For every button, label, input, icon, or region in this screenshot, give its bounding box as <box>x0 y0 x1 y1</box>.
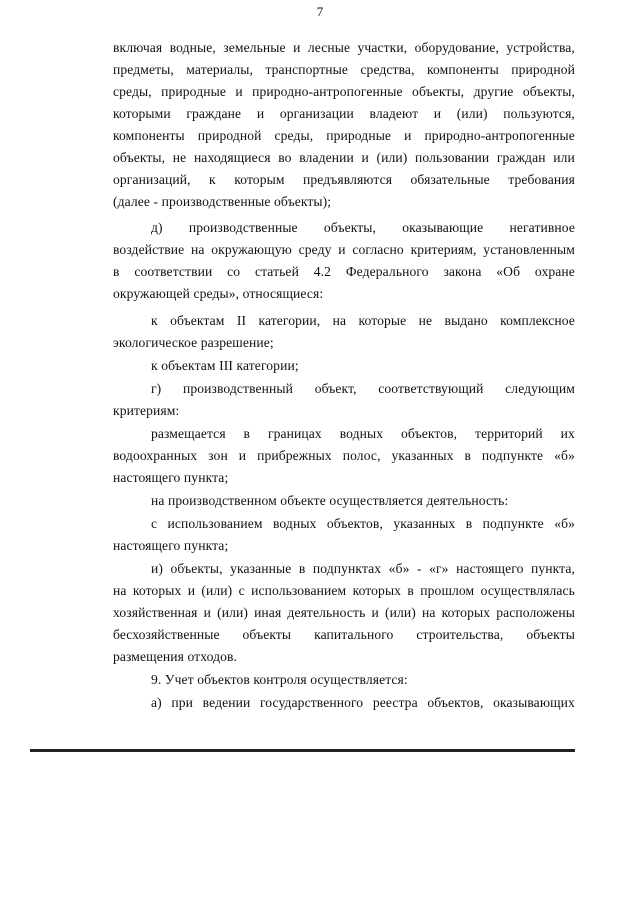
word: государственного <box>259 695 364 710</box>
word: - <box>416 561 422 576</box>
text-line <box>113 62 575 78</box>
word: в <box>464 448 471 463</box>
word: статьей <box>254 264 299 279</box>
word: природные <box>161 84 226 99</box>
word: с <box>238 583 245 598</box>
word: в <box>407 583 414 598</box>
text-line <box>113 264 575 280</box>
word: и <box>361 150 369 165</box>
text-line <box>113 128 575 144</box>
word: объекты <box>526 627 575 642</box>
word: устройства, <box>506 40 575 55</box>
word: установленным <box>483 242 575 257</box>
word: и <box>371 605 379 620</box>
word: предметы, <box>113 62 174 77</box>
word: объекты, <box>113 150 166 165</box>
word: полос, <box>342 448 381 463</box>
word: которых <box>352 583 402 598</box>
word: компоненты <box>427 62 499 77</box>
word: охране <box>534 264 575 279</box>
word: участки, <box>357 40 408 55</box>
word: воздействие <box>113 242 185 257</box>
word: объектам <box>170 313 225 328</box>
text-line: настоящего пункта; <box>113 470 229 485</box>
word: пункта, <box>530 561 575 576</box>
word: выдано <box>444 313 488 328</box>
word: г) <box>151 381 162 396</box>
text-line: настоящего пункта; <box>113 538 229 553</box>
word: в <box>243 426 251 441</box>
word: подпунктах <box>312 561 382 576</box>
word: их <box>560 426 575 441</box>
word: и <box>238 448 247 463</box>
word: указанных <box>393 516 456 531</box>
word: граждане <box>186 106 242 121</box>
text-line <box>151 516 575 532</box>
footer-rule <box>30 749 575 752</box>
word: транспортные <box>265 62 348 77</box>
word: объекты <box>242 627 292 642</box>
word: производственный <box>182 381 294 396</box>
word: природно-антропогенные <box>424 128 575 143</box>
word: со <box>227 264 241 279</box>
word: указанные <box>230 561 292 576</box>
word: и <box>203 605 211 620</box>
word: или <box>553 150 575 165</box>
word: оборудование, <box>414 40 499 55</box>
word: которыми <box>113 106 171 121</box>
word: настоящего <box>456 561 524 576</box>
text-line: на производственном объекте осуществляется деятельность: <box>151 493 509 508</box>
word: в <box>113 264 120 279</box>
word: объекты, <box>170 561 223 576</box>
word: и <box>433 106 442 121</box>
word: компоненты <box>113 128 185 143</box>
word: и <box>187 583 196 598</box>
word: природной <box>197 128 262 143</box>
text-line: размещения отходов. <box>113 649 238 664</box>
word: объекты, <box>323 220 377 235</box>
word: требования <box>508 172 575 187</box>
word: не <box>172 150 187 165</box>
word: иная <box>254 605 282 620</box>
text-line <box>113 40 575 56</box>
word: которых <box>441 605 491 620</box>
word: хозяйственная <box>113 605 198 620</box>
word: материалы, <box>186 62 254 77</box>
word: соответствии <box>134 264 213 279</box>
text-line <box>113 448 575 464</box>
word: зон <box>208 448 228 463</box>
word: в <box>465 516 473 531</box>
word: граждан <box>496 150 546 165</box>
word: природно-антропогенные <box>252 84 403 99</box>
word: не <box>418 313 433 328</box>
word: к <box>151 313 158 328</box>
word: (или) <box>384 605 416 620</box>
word: пользовании <box>415 150 490 165</box>
word: (или) <box>376 150 408 165</box>
word: другие <box>473 84 514 99</box>
word: бесхозяйственные <box>113 627 220 642</box>
word: и <box>338 242 346 257</box>
word: водные, <box>169 40 216 55</box>
word: критериям, <box>410 242 477 257</box>
word: размещается <box>151 426 226 441</box>
text-line <box>113 242 575 258</box>
word: Федерального <box>345 264 429 279</box>
word: д) <box>151 220 163 235</box>
word: владении <box>299 150 354 165</box>
text-line <box>151 561 575 577</box>
word: территорий <box>475 426 543 441</box>
word: использованием <box>167 516 263 531</box>
word: соответствующий <box>378 381 484 396</box>
text-line <box>151 220 575 236</box>
text-line <box>113 605 575 621</box>
word: и <box>404 128 412 143</box>
word: 4.2 <box>313 264 332 279</box>
word: комплексное <box>500 313 575 328</box>
text-line: окружающей среды», относящиеся: <box>113 286 324 301</box>
word: «Об <box>496 264 521 279</box>
word: осуществлялась <box>480 583 575 598</box>
word: производственные <box>188 220 298 235</box>
word: окружающую <box>211 242 292 257</box>
word: использованием <box>251 583 347 598</box>
text-line <box>113 84 575 100</box>
word: которых <box>132 583 182 598</box>
word: лесные <box>307 40 351 55</box>
word: расположены <box>496 605 575 620</box>
word: «б» <box>554 448 575 463</box>
word: (или) <box>201 583 233 598</box>
word: при <box>171 695 194 710</box>
word: обязательные <box>410 172 490 187</box>
word: следующим <box>505 381 575 396</box>
word: а) <box>151 695 162 710</box>
text-line <box>113 172 575 188</box>
text-line <box>151 695 575 711</box>
text-line <box>151 426 575 442</box>
text-line <box>113 583 575 599</box>
word: строительства, <box>416 627 504 642</box>
word: на <box>421 605 436 620</box>
word: подпункте <box>482 516 544 531</box>
word: закона <box>443 264 482 279</box>
page-number: 7 <box>316 4 324 19</box>
word: средства, <box>360 62 415 77</box>
word: оказывающие <box>402 220 484 235</box>
word: природные <box>326 128 392 143</box>
word: указанных <box>391 448 454 463</box>
text-line <box>113 627 575 643</box>
word: (или) <box>217 605 248 620</box>
word: негативное <box>509 220 575 235</box>
word: «г» <box>429 561 449 576</box>
word: и <box>235 84 243 99</box>
word: прибрежных <box>257 448 332 463</box>
word: на <box>113 583 127 598</box>
word: «б» <box>554 516 575 531</box>
word: природной <box>511 62 575 77</box>
word: пользуются, <box>503 106 575 121</box>
word: владеют <box>369 106 419 121</box>
word: среды, <box>113 84 152 99</box>
word: с <box>151 516 158 531</box>
word: водных <box>339 426 384 441</box>
word: находящиеся <box>193 150 271 165</box>
word: и) <box>151 561 164 576</box>
word: и <box>256 106 265 121</box>
word: подпункте <box>481 448 544 463</box>
text-line: (далее - производственные объекты); <box>113 194 332 209</box>
word: объектов, <box>427 695 484 710</box>
word: на <box>332 313 347 328</box>
word: прошлом <box>420 583 475 598</box>
text-line <box>113 150 575 166</box>
text-line <box>113 106 575 122</box>
word: организаций, <box>113 172 191 187</box>
word: категории, <box>258 313 321 328</box>
word: объектов, <box>326 516 383 531</box>
word: деятельность <box>287 605 366 620</box>
word: реестра <box>372 695 418 710</box>
word: среды, <box>274 128 314 143</box>
word: предъявляются <box>303 172 393 187</box>
word: границах <box>267 426 322 441</box>
word: водных <box>273 516 317 531</box>
word: «б» <box>388 561 410 576</box>
text-line <box>151 381 575 397</box>
word: и <box>293 40 301 55</box>
word: земельные <box>223 40 286 55</box>
word: объектов, <box>401 426 458 441</box>
word: в <box>298 561 306 576</box>
text-line: к объектам III категории; <box>151 358 299 373</box>
word: которые <box>358 313 407 328</box>
word: II <box>236 313 247 328</box>
word: объекты, <box>522 84 575 99</box>
word: водоохранных <box>113 448 198 463</box>
word: включая <box>113 40 163 55</box>
word: которым <box>234 172 285 187</box>
text-line: 9. Учет объектов контроля осуществляется: <box>151 672 408 687</box>
text-line: экологическое разрешение; <box>113 335 274 350</box>
word: во <box>278 150 292 165</box>
word: объект, <box>314 381 357 396</box>
word: к <box>209 172 216 187</box>
word: оказывающих <box>493 695 575 710</box>
word: (или) <box>456 106 488 121</box>
word: согласно <box>352 242 404 257</box>
word: на <box>191 242 205 257</box>
word: объекты, <box>412 84 465 99</box>
text-line: критериям: <box>113 403 180 418</box>
word: капитального <box>314 627 394 642</box>
word: среду <box>298 242 332 257</box>
word: ведении <box>202 695 251 710</box>
text-line <box>151 313 575 329</box>
word: организации <box>279 106 354 121</box>
